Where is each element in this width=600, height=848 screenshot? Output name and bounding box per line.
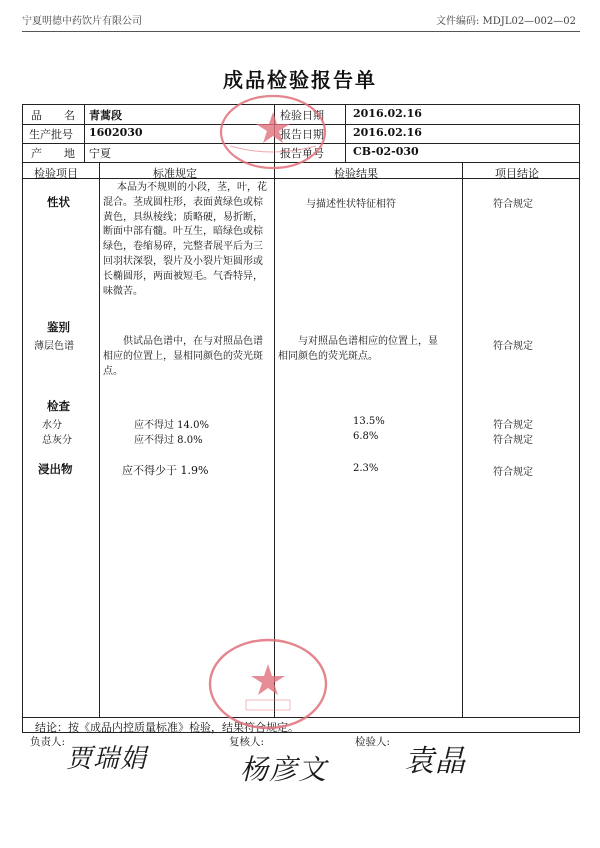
lower-seal-stamp <box>206 636 330 732</box>
check-item-conclusion: 符合规定 <box>493 420 533 431</box>
check-item-result: 6.8% <box>353 431 379 442</box>
header-divider <box>22 31 580 32</box>
character-conclusion: 符合规定 <box>493 199 533 210</box>
col-head-conclusion: 项目结论 <box>495 167 539 180</box>
inspect-date-label: 检验日期 <box>280 109 324 122</box>
check-item-standard: 应不得过 14.0% <box>134 420 209 431</box>
extract-conclusion: 符合规定 <box>493 467 533 478</box>
report-date-value: 2016.02.16 <box>353 126 422 139</box>
text-line: 混合。茎成圆柱形，表面黄绿色或棕 <box>103 196 263 208</box>
col-divider <box>99 163 100 717</box>
text-line: 相应的位置上，显相同颜色的荧光斑 <box>103 350 263 362</box>
origin-label: 产 地 <box>31 147 75 160</box>
text-line: 相同颜色的荧光斑点。 <box>278 350 378 362</box>
check-item-name: 总灰分 <box>42 435 72 446</box>
product-value: 青蒿段 <box>89 109 122 122</box>
product-label: 品 名 <box>31 109 75 122</box>
text-line: 点。 <box>103 365 123 377</box>
text-line: 供试品色谱中，在与对照品色谱 <box>123 336 263 347</box>
check-item-conclusion: 符合规定 <box>493 435 533 446</box>
check-label: 检查 <box>47 399 70 413</box>
col-divider <box>462 163 463 717</box>
inspect-date-value: 2016.02.16 <box>353 107 422 120</box>
character-standard <box>103 181 273 299</box>
batch-label: 生产批号 <box>29 128 73 141</box>
report-conclusion: 结论：按《成品内控质量标准》检验，结果符合规定。 <box>35 721 299 734</box>
page-title: 成品检验报告单 <box>223 68 377 92</box>
check-item-standard: 应不得过 8.0% <box>134 435 203 446</box>
upper-seal-stamp <box>218 94 328 170</box>
report-no-label: 报告单号 <box>280 147 324 160</box>
col-head-result: 检验结果 <box>334 167 378 180</box>
identification-standard <box>103 335 273 379</box>
identification-label: 鉴别 <box>47 320 70 334</box>
identification-result <box>278 335 460 365</box>
character-result: 与描述性状特征相符 <box>306 199 396 210</box>
text-line: 与对照品色谱相应的位置上，显 <box>298 336 438 347</box>
col-head-standard: 标准规定 <box>153 167 197 180</box>
responsible-signature: 贾瑞娟 <box>66 744 148 774</box>
extract-result: 2.3% <box>353 463 379 474</box>
col-divider <box>274 163 275 717</box>
responsible-label: 负责人: <box>30 736 66 748</box>
text-line: 味微苦。 <box>103 285 143 297</box>
identification-conclusion: 符合规定 <box>493 341 533 352</box>
report-date-label: 报告日期 <box>280 128 324 141</box>
company-name: 宁夏明德中药饮片有限公司 <box>22 16 142 27</box>
text-line: 长椭圆形，两面被短毛。气香特异， <box>103 270 263 282</box>
origin-value: 宁夏 <box>89 147 111 160</box>
check-item-result: 13.5% <box>353 416 385 427</box>
extract-standard: 应不得少于 1.9% <box>122 464 209 477</box>
batch-value: 1602030 <box>89 126 143 139</box>
col-head-item: 检验项目 <box>34 167 78 180</box>
text-line: 绿色，卷缩易碎，完整者展平后为三 <box>103 241 263 253</box>
reviewer-signature: 杨彦文 <box>240 753 328 786</box>
document-number: 文件编码: MDJL02—002—02 <box>436 16 576 27</box>
identification-sub: 薄层色谱 <box>34 341 74 352</box>
text-line: 黄色，具纵棱线；质略硬，易折断， <box>103 211 263 223</box>
text-line: 断面中部有髓。叶互生，暗绿色或棕 <box>103 226 263 238</box>
inspector-label: 检验人: <box>355 736 391 748</box>
extract-label: 浸出物 <box>38 462 73 476</box>
character-label: 性状 <box>47 195 70 209</box>
reviewer-label: 复核人: <box>229 736 265 748</box>
text-line: 回羽状深裂，裂片及小裂片矩圆形或 <box>103 255 263 267</box>
report-no-value: CB-02-030 <box>353 145 419 158</box>
check-item-name: 水分 <box>42 420 62 431</box>
inspector-signature: 袁晶 <box>404 744 466 779</box>
text-line: 本品为不规则的小段，茎，叶，花 <box>117 182 267 193</box>
